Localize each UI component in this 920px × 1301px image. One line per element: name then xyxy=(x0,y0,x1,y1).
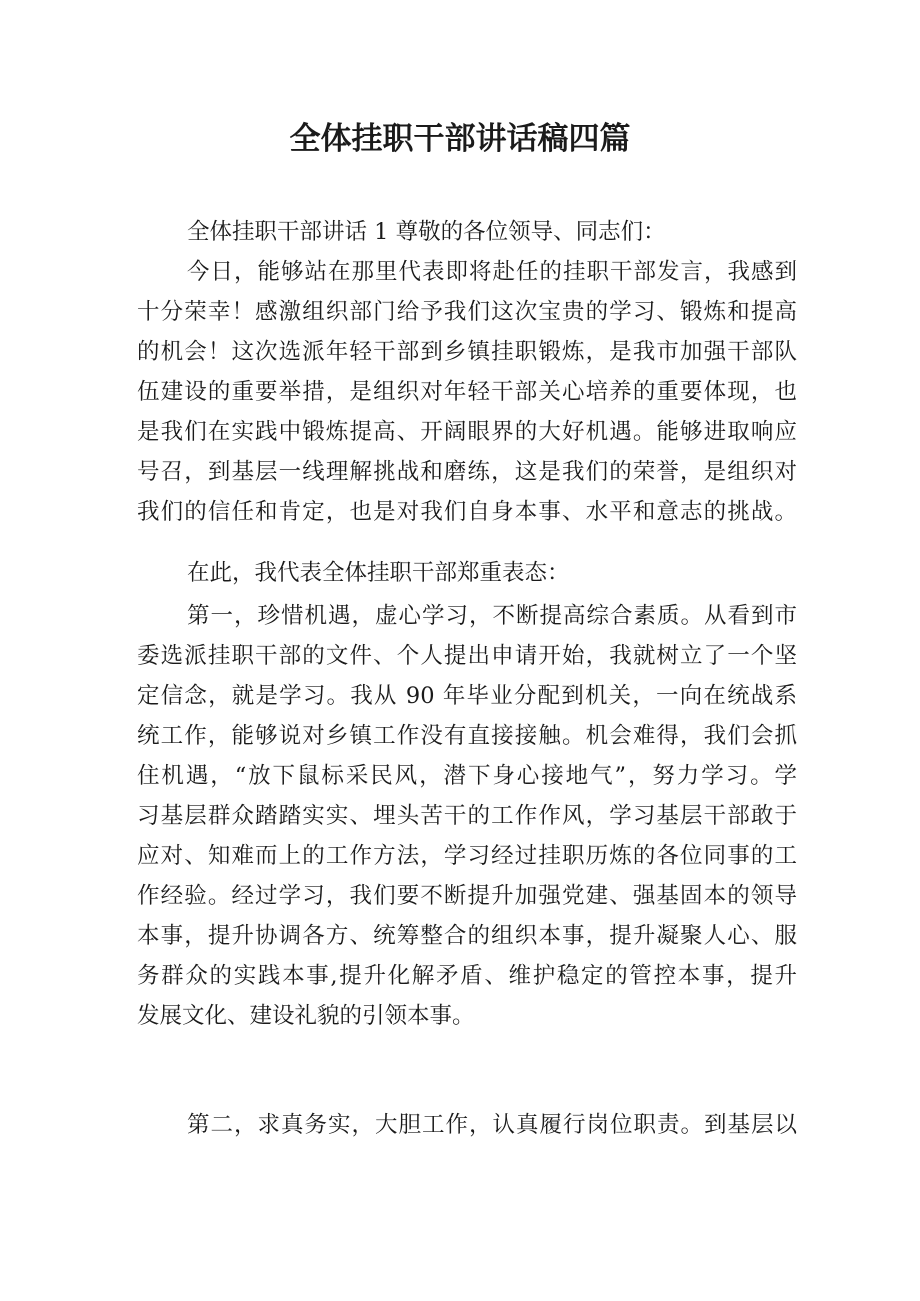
text-line: 的机会！这次选派年轻干部到乡镇挂职锻炼，是我市加强干部队 xyxy=(137,339,797,365)
paragraph-pledge-intro xyxy=(137,553,797,593)
text-line: 第二，求真务实，大胆工作，认真履行岗位职责。到基层以 xyxy=(187,1112,797,1138)
text-line: 作经验。经过学习，我们要不断提升加强党建、强基固本的领导 xyxy=(137,883,797,909)
text-line: 本事，提升协调各方、统筹整合的组织本事，提升凝聚人心、服 xyxy=(137,923,797,949)
text-line: 应对、知难而上的工作方法，学习经过挂职历炼的各位同事的工 xyxy=(137,843,797,869)
paragraph-opening xyxy=(137,252,797,532)
text-line: 务群众的实践本事,提升化解矛盾、维护稳定的管控本事，提升 xyxy=(137,963,797,989)
text-line: 是我们在实践中锻炼提高、开阔眼界的大好机遇。能够进取响应 xyxy=(137,419,797,445)
text-line: 伍建设的重要举措，是组织对年轻干部关心培养的重要体现，也 xyxy=(137,379,797,405)
text-line: 在此，我代表全体挂职干部郑重表态： xyxy=(187,560,570,586)
text-line: 号召，到基层一线理解挑战和磨练，这是我们的荣誉，是组织对 xyxy=(137,459,797,485)
paragraph-greeting xyxy=(137,212,797,252)
document-title: 全体挂职干部讲话稿四篇 xyxy=(289,121,631,157)
text-line: 委选派挂职干部的文件、个人提出申请开始，我就树立了一个坚 xyxy=(137,643,797,669)
text-line: 住机遇，“放下鼠标采民风，潜下身心接地气”，努力学习。学 xyxy=(137,763,797,789)
paragraph-first-point xyxy=(137,596,797,1036)
text-line: 我们的信任和肯定，也是对我们自身本事、水平和意志的挑战。 xyxy=(137,499,797,525)
text-line: 习基层群众踏踏实实、埋头苦干的工作作风，学习基层干部敢于 xyxy=(137,803,797,829)
text-line: 定信念，就是学习。我从 90 年毕业分配到机关，一向在统战系 xyxy=(137,683,797,709)
text-line: 第一，珍惜机遇，虚心学习，不断提高综合素质。从看到市 xyxy=(187,603,797,629)
text-line: 今日，能够站在那里代表即将赴任的挂职干部发言，我感到 xyxy=(187,259,797,285)
text-line: 十分荣幸！感激组织部门给予我们这次宝贵的学习、锻炼和提高 xyxy=(137,299,797,325)
paragraph-second-point xyxy=(137,1105,797,1145)
text-line: 全体挂职干部讲话 1 尊敬的各位领导、同志们： xyxy=(187,219,666,245)
text-line: 统工作，能够说对乡镇工作没有直接接触。机会难得，我们会抓 xyxy=(137,723,797,749)
text-line: 发展文化、建设礼貌的引领本事。 xyxy=(137,1003,475,1029)
